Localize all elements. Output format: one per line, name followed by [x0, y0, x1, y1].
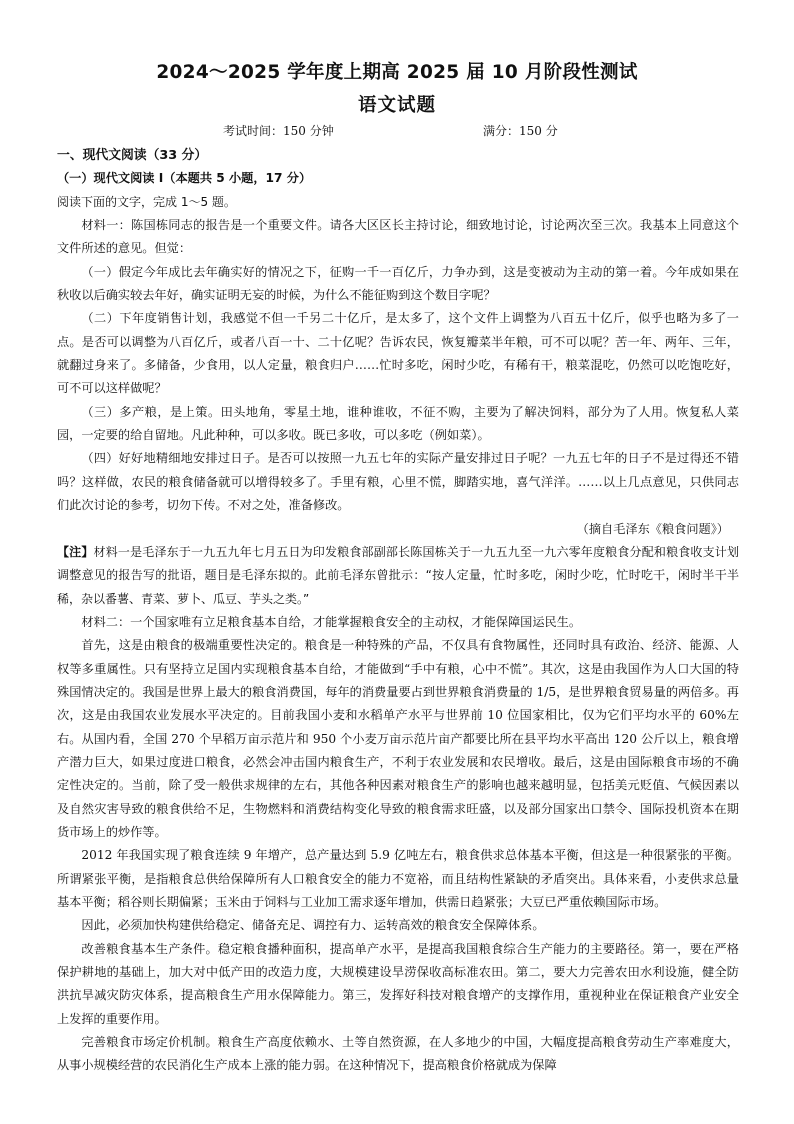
material2-paragraph-5: 完善粮食市场定价机制。粮食生产高度依赖水、土等自然资源，在人多地少的中国，大幅度提高粮食劳动生产率难度大，从事小规模经营的农民消化生产成本上涨的能力弱。在这种情况下，提高粮食价格就成为保障 [57, 1035, 739, 1073]
material1-point1: （一）假定今年成比去年确实好的情况之下，征购一千一百亿斤，力争办到，这是变被动为主动的第一着。今年成如果在秋收以后确实较去年好，确实证明无妄的时候，为什么不能征购到这个数目字呢？ [57, 264, 739, 303]
reading-content [57, 144, 739, 1078]
material1-intro: 材料一：陈国栋同志的报告是一个重要文件。请各大区区长主持讨论，细致地讨论，讨论两次至三次。我基本上同意这个文件所述的意见。但觉： [57, 218, 739, 256]
sub-section-heading: （一）现代文阅读 I（本题共 5 小题，17 分） [57, 171, 312, 186]
material1-point4: （四）好好地精细地安排过日子。是否可以按照一九五七年的实际产量安排过日子呢？一九五七年的日子不是过得还不错吗？这样做，农民的粮食储备就可以增得较多了。手里有粮，心里不慌，脚踏实地，喜气洋洋。……以上几点意见，只供同志们此次讨论的参考，切勿下传。不对之处，准备修改。 [57, 451, 739, 513]
material2-paragraph-2: 2012 年我国实现了粮食连续 9 年增产，总产量达到 5.9 亿吨左右，粮食供求总体基本平衡，但这是一种很紧张的平衡。所谓紧张平衡，是指粮食总供给保障所有人口粮食安全的能力不宽裕，而且结构性紧缺的矛盾突出。具体来看，小麦供求总量基本平衡；稻谷则长期偏紧；玉米由于饲料与工业加工需求逐年增加，供需日趋紧张；大豆已严重依赖国际市场。 [57, 848, 739, 909]
subject-title: 语文试题 [357, 95, 436, 116]
material2-paragraph-1: 首先，这是由粮食的极端重要性决定的。粮食是一种特殊的产品，不仅具有食物属性，还同时具有政治、经济、能源、人权等多重属性。只有坚持立足国内实现粮食基本自给，才能做到“手中有粮，心中不慌”。其次，这是由我国作为人口大国的特殊国情决定的。我国是世界上最大的粮食消费国，每年的消费量要占到世界粮食消费量的 1/5，是世界粮食贸易量的两倍多。再次，这是由我国农业发展水平决定的。目前我国小麦和水稻单产水平与世界前 10 位国家相比，仅为它们平均水平的 60%左右。从国内看，全国 270 个早稻万亩示范片和 950 个小麦万亩示范片亩产都要比所在县平均水平高出 120 公斤以上，粮食增产潜力巨大，如果过度进口粮食，必然会冲击国内粮食生产，不利于农业发展和农民增收。最后，这是由国际粮食市场的不确定性决定的。当前，除了受一般供求规律的左右，其他各种因素对粮食生产的影响也越来越明显，包括美元贬值、气候因素以及自然灾害导致的粮食供给不足，生物燃料和消费结构变化导致的粮食需求旺盛，以及部分国家出口禁令、国际投机资本在期货市场上的炒作等。 [57, 638, 739, 839]
section-heading: 一、现代文阅读（33 分） [57, 148, 208, 163]
exam-info [0, 122, 794, 140]
material1-point3: （三）多产粮，是上策。田头地角，零星土地，谁种谁收，不征不购，主要为了解决饲料，部分为了人用。恢复私人菜园，一定要的给自留地。凡此种种，可以多收。既已多收，可以多吃（例如菜）。 [57, 404, 739, 443]
material2-intro: 材料二：一个国家唯有立足粮食基本自给，才能掌握粮食安全的主动权，才能保障国运民生。 [81, 614, 582, 629]
note-text: 材料一是毛泽东于一九五九年七月五日为印发粮食部副部长陈国栋关于一九五九至一九六零年度粮食分配和粮食收支计划调整意见的报告写的批语，题目是毛泽东拟的。此前毛泽东曾批示：“按人定量，忙时多吃，闲时少吃，忙时吃干，闲时半干半稀，杂以番薯、青菜、萝卜、瓜豆、芋头之类。” [57, 544, 739, 606]
instruction: 阅读下面的文字，完成 1～5 题。 [57, 194, 236, 209]
exam-title: 2024～2025 学年度上期高 2025 届 10 月阶段性测试 [156, 62, 638, 83]
material1-source: （摘自毛泽东《粮食问题》） [576, 521, 729, 536]
material1-note [57, 541, 739, 611]
exam-time: 考试时间：150 分钟 [223, 124, 334, 138]
material2-paragraph-3: 因此，必须加快构建供给稳定、储备充足、调控有力、运转高效的粮食安全保障体系。 [81, 918, 545, 933]
note-tag: 【注】 [57, 544, 94, 559]
material2-paragraph-4: 改善粮食基本生产条件。稳定粮食播种面积，提高单产水平，是提高我国粮食综合生产能力的主要路径。第一，要在严格保护耕地的基础上，加大对中低产田的改造力度，大规模建设旱涝保收高标准农田。第二，要大力完善农田水利设施，健全防洪抗旱减灾防灾体系，提高粮食生产用水保障能力。第三，发挥好科技对粮食增产的支撑作用，重视种业在保证粮食产业安全上发挥的重要作用。 [57, 941, 739, 1026]
material1-point2: （二）下年度销售计划，我感觉不但一千另二十亿斤，是太多了，这个文件上调整为八百五十亿斤，似乎也略为多了一点。是否可以调整为八百亿斤，或者八百一十、二十亿呢？告诉农民，恢复瓣菜半年粮，可不可以呢？苦一年、两年、三年，就翻过身来了。多储备，少食用，以人定量，粮食归户……忙时多吃，闲时少吃，有稀有干，粮菜混吃，仍然可以吃饱吃好，可不可以这样做呢？ [57, 311, 739, 396]
full-score: 满分：150 分 [483, 124, 558, 138]
